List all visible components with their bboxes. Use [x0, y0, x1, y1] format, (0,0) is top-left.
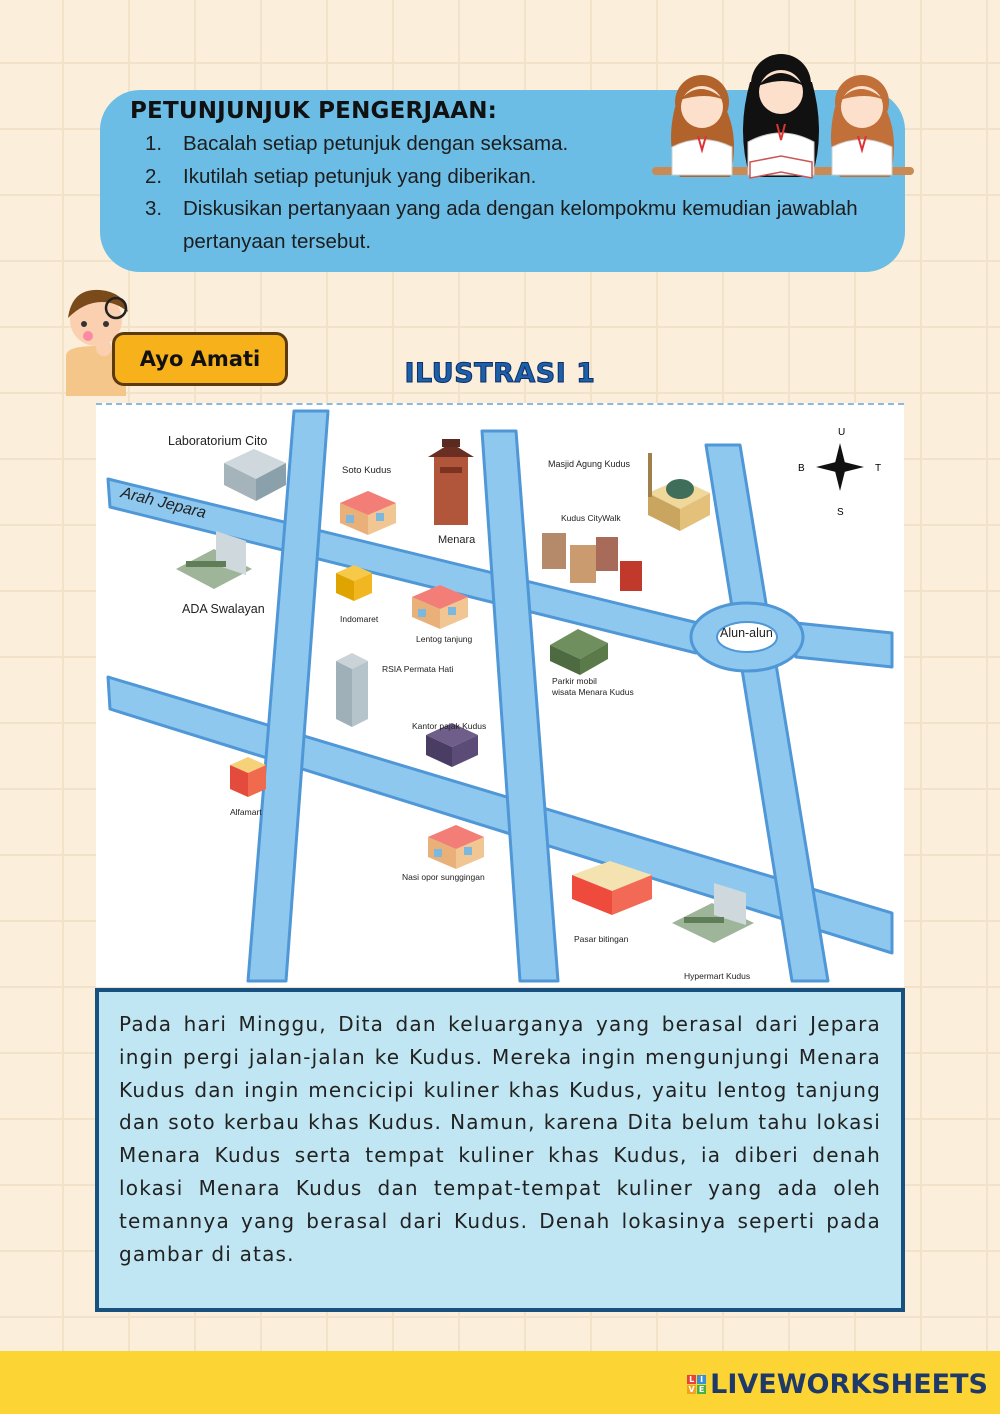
compass-west: B: [798, 463, 805, 474]
brand-name: LIVEWORKSHEETS: [710, 1369, 988, 1400]
building-citywalk: [542, 533, 642, 591]
instruction-number: 2.: [145, 164, 163, 188]
instruction-item: [145, 193, 865, 258]
building-rsia: [336, 653, 368, 727]
building-parkir: [550, 629, 608, 675]
instruction-text: Ikutilah setiap petunjuk yang diberikan.: [183, 164, 537, 188]
map-label-arah-jepara: Arah Jepara: [119, 484, 208, 522]
map-label-rsia: RSIA Permata Hati: [382, 664, 454, 674]
ayo-amati-badge: [112, 332, 288, 386]
ayo-amati-label: Ayo Amati: [139, 347, 261, 371]
map-label-soto: Soto Kudus: [342, 465, 392, 476]
building-alfamart: [230, 757, 266, 797]
compass-east: T: [875, 463, 882, 474]
building-soto-kudus: [340, 491, 396, 535]
city-map: [96, 403, 904, 987]
map-label-alun: Alun-alun: [720, 626, 773, 640]
map-label-masjid: Masjid Agung Kudus: [548, 459, 631, 469]
road-alun-east: [796, 623, 892, 667]
map-label-indomaret: Indomaret: [340, 614, 379, 624]
roads: [108, 411, 892, 981]
instruction-text: Bacalah setiap petunjuk dengan seksama.: [183, 132, 569, 155]
instruction-number: 3.: [145, 197, 163, 220]
road-vertical-2: [482, 431, 558, 981]
map-label-ada: ADA Swalayan: [182, 602, 265, 616]
building-nasi-opor: [428, 825, 484, 869]
map-label-alfamart: Alfamart: [230, 807, 262, 817]
story-box: [95, 988, 905, 1312]
map-label-pasar: Pasar bitingan: [574, 934, 629, 944]
instruction-number: 1.: [145, 132, 163, 155]
map-label-citywalk: Kudus CityWalk: [561, 513, 621, 523]
illustration-heading: ILUSTRASI 1: [404, 358, 596, 389]
building-laboratorium: [224, 449, 286, 501]
students-reading-illustration: [650, 52, 915, 194]
footer-bar: [0, 1351, 1000, 1414]
compass-south: S: [837, 507, 844, 518]
map-label-pajak: Kantor pajak Kudus: [412, 721, 487, 731]
map-label-parkir-line2: wisata Menara Kudus: [552, 687, 634, 697]
map-label-lab: Laboratorium Cito: [168, 434, 268, 448]
map-label-hypermart: Hypermart Kudus: [684, 971, 751, 981]
story-text: Pada hari Minggu, Dita dan keluarganya yang berasal dari Jepara ingin pergi jalan-jalan ke Kudus. Mereka ingin mengunjungi Menara Kudus dan ingin mencicipi kuliner khas Kudus, yaitu lentog tanjung dan soto kerbau khas Kudus. Namun, karena Dita belum tahu lokasi Menara Kudus serta tempat kuliner khas Kudus, ia diberi denah lokasi Menara Kudus dan tempat-tempat kuliner yang ada oleh temannya yang berasal dari Kudus. Denah lokasinya seperti pada gambar di atas.: [119, 1012, 881, 1266]
liveworksheets-brand[interactable]: [687, 1369, 988, 1400]
map-label-lentog: Lentog tanjung: [416, 634, 473, 644]
building-menara: [428, 439, 474, 525]
compass-rose: [816, 443, 864, 491]
instructions-title: PETUNJUNJUK PENGERJAAN:: [130, 98, 498, 124]
map-label-menara: Menara: [438, 534, 476, 546]
map-label-parkir: Parkir mobil: [552, 676, 597, 686]
building-ada-swalayan: [176, 531, 252, 589]
instruction-text: Diskusikan pertanyaan yang ada dengan kelompokmu kemudian jawablah pertanyaan tersebut.: [183, 197, 858, 253]
building-masjid: [648, 453, 710, 531]
compass-north: U: [838, 427, 846, 438]
map-label-nasi: Nasi opor sunggingan: [402, 872, 485, 882]
liveworksheets-logo-icon: L I V E: [688, 1375, 705, 1394]
